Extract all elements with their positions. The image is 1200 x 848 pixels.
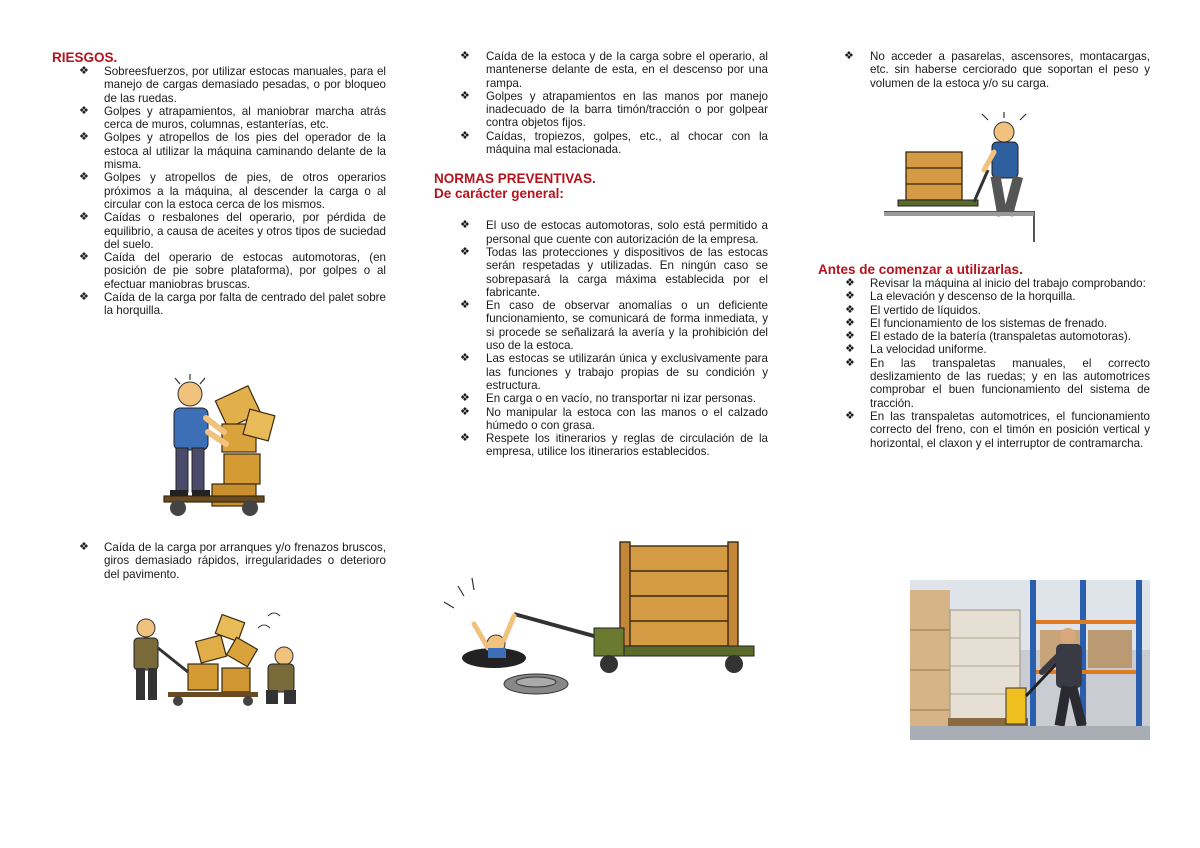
riesgos-heading: RIESGOS. xyxy=(52,50,118,65)
bullet-icon: ❖ xyxy=(845,277,855,289)
normas-subheading: De carácter general: xyxy=(434,186,564,202)
bullet-icon: ❖ xyxy=(845,330,855,343)
list-item: ❖ Caída de la carga por falta de centrado del palet sobre la horquilla. xyxy=(79,291,386,318)
list-item: ❖ En las transpaletas manuales, el correcto deslizamiento de las ruedas; y en las automotrices comprobar el buen funcionamiento del sistema de tracción. xyxy=(845,356,1150,410)
bullet-icon: ❖ xyxy=(460,432,470,445)
column-normas xyxy=(434,50,768,459)
list-item: ❖ El vertido de líquidos. xyxy=(845,303,981,317)
bullet-icon: ❖ xyxy=(845,290,855,303)
list-item: ❖ En caso de observar anomalías o un deficiente funcionamiento, se comunicará de forma inmediata, y si procede se señalizará la avería y la prohibición del uso de la estoca. xyxy=(460,299,768,353)
bullet-icon: ❖ xyxy=(845,343,855,356)
bullet-icon: ❖ xyxy=(79,251,89,264)
bullet-icon: ❖ xyxy=(460,129,470,142)
manhole-fall-illustration xyxy=(444,536,774,702)
column-antes xyxy=(818,50,1150,90)
falling-load-illustration xyxy=(118,598,308,710)
list-item: ❖ Revisar la máquina al inicio del trabajo comprobando: xyxy=(845,277,1146,290)
bullet-icon: ❖ xyxy=(79,291,89,304)
bullet-icon: ❖ xyxy=(460,245,470,258)
list-item: ❖ No manipular la estoca con las manos o el calzado húmedo o con grasa. xyxy=(460,405,768,432)
list-item: ❖ La elevación y descenso de la horquilla. xyxy=(845,290,1076,304)
worker-pulling-crate-illustration xyxy=(884,112,1054,242)
bullet-icon: ❖ xyxy=(79,131,89,144)
list-item: ❖ Sobreesfuerzos, por utilizar estocas manuales, para el manejo de cargas demasiado pesadas, o por bloqueo de las ruedas. xyxy=(79,65,386,105)
riesgos-list xyxy=(52,65,386,318)
riesgos-list-continued xyxy=(52,541,386,581)
list-item: ❖ Respete los itinerarios y reglas de circulación de la empresa, utilice los itinerarios establecidos. xyxy=(460,432,768,459)
list-item: ❖ Golpes y atropellos de pies, de otros operarios próximos a la máquina, al descender la carga o al circular con la estoca cerca de los mismos. xyxy=(79,171,386,211)
list-item: ❖ Caída de la carga por arranques y/o frenazos bruscos, giros demasiado rápidos, irregularidades o deterioro del pavimento. xyxy=(79,541,386,581)
antes-list xyxy=(818,277,1150,450)
list-item: ❖ La velocidad uniforme. xyxy=(845,343,987,357)
bullet-icon: ❖ xyxy=(845,303,855,316)
antes-heading: Antes de comenzar a utilizarlas. xyxy=(818,262,1023,277)
list-item: ❖ El funcionamiento de los sistemas de frenado. xyxy=(845,316,1108,330)
column-riesgos xyxy=(52,50,386,318)
bullet-icon: ❖ xyxy=(845,316,855,329)
riesgos-list-cont-2 xyxy=(434,50,768,156)
list-item: ❖ Las estocas se utilizarán única y exclusivamente para las funciones y trabajo propias de su condición y estructura. xyxy=(460,352,768,392)
normas-list xyxy=(434,219,768,458)
bullet-icon: ❖ xyxy=(460,352,470,365)
normas-list-cont xyxy=(818,50,1150,90)
bullet-icon: ❖ xyxy=(460,50,470,62)
list-item: ❖ Caídas, tropiezos, golpes, etc., al chocar con la máquina mal estacionada. xyxy=(460,129,768,157)
list-item: ❖ El uso de estocas automotoras, solo está permitido a personal que cuente con autorización de la empresa. xyxy=(460,219,768,246)
list-item: ❖ Caída de la estoca y de la carga sobre el operario, al mantenerse delante de esta, en el descenso por una rampa. xyxy=(460,50,768,90)
bullet-icon: ❖ xyxy=(845,356,855,369)
bullet-icon: ❖ xyxy=(79,104,89,117)
bullet-icon: ❖ xyxy=(79,171,89,184)
bullet-icon: ❖ xyxy=(460,405,470,418)
list-item: ❖ No acceder a pasarelas, ascensores, montacargas, etc. sin haberse cerciorado que soportan el peso y volumen de la estoca y/o su carga. xyxy=(844,50,1150,90)
bullet-icon: ❖ xyxy=(845,409,855,422)
normas-heading: NORMAS PREVENTIVAS. xyxy=(434,171,596,187)
list-item: ❖ Caída del operario de estocas automotoras, (en posición de pie sobre plataforma), por golpes o al efectuar maniobras bruscas. xyxy=(79,251,386,291)
list-item: ❖ Golpes y atrapamientos, al maniobrar marcha atrás cerca de muros, columnas, estanterías, etc. xyxy=(79,104,386,132)
list-item: ❖ Golpes y atropellos de los pies del operador de la estoca al utilizar la máquina caminando delante de la misma. xyxy=(79,131,386,172)
list-item: ❖ Caídas o resbalones del operario, por pérdida de equilibrio, a causa de aceites y otros tipos de suciedad del suelo. xyxy=(79,211,386,251)
list-item: ❖ El estado de la batería (transpaletas automotoras). xyxy=(845,330,1132,344)
bullet-icon: ❖ xyxy=(79,211,89,224)
bullet-icon: ❖ xyxy=(844,50,854,62)
bullet-icon: ❖ xyxy=(79,541,89,553)
bullet-icon: ❖ xyxy=(460,299,470,312)
bullet-icon: ❖ xyxy=(460,392,470,405)
worker-pushing-boxes-illustration xyxy=(150,372,290,520)
bullet-icon: ❖ xyxy=(79,65,89,77)
list-item: ❖ En las transpaletas automotrices, el funcionamiento correcto del freno, con el timón en posición vertical y horizontal, el claxon y el interruptor de contramarcha. xyxy=(845,409,1150,450)
bullet-icon: ❖ xyxy=(460,219,470,232)
list-item: ❖ En carga o en vacío, no transportar ni izar personas. xyxy=(460,392,757,406)
bullet-icon: ❖ xyxy=(460,89,470,102)
antes-section xyxy=(818,262,1150,450)
list-item: ❖ Golpes y atrapamientos en las manos por manejo inadecuado de la barra timón/tracción o por golpear contra objetos fijos. xyxy=(460,89,768,130)
warehouse-photo xyxy=(910,580,1150,740)
list-item: ❖ Todas las protecciones y dispositivos de las estocas serán respetadas y utilizadas. En ningún caso se sobrepasará la carga máxima establecida por el fabricante. xyxy=(460,245,768,299)
